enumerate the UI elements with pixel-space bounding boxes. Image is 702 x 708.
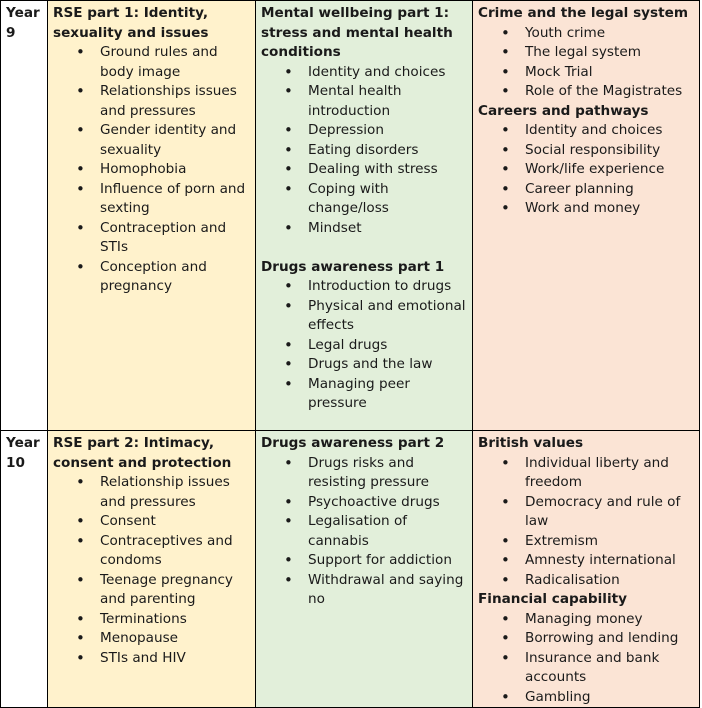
section-title: Careers and pathways [478,102,649,119]
wellbeing-drugs-cell [256,1,473,431]
section-title: British values [478,435,584,451]
year-label-word: Year [6,5,40,21]
topic-item: • Career planning [525,180,694,200]
topic-item: • Legal drugs [308,336,467,356]
section-title: Drugs awareness part 1 [261,258,445,275]
topic-list [478,121,694,219]
year-label-word: Year [6,435,40,451]
topic-item: • Withdrawal and saying no [308,571,467,610]
topic-item: • Managing peer pressure [308,375,467,414]
topic-item: • Managing money [525,610,694,630]
drugs-cell [256,431,473,708]
topic-item: • Mock Trial [525,63,694,83]
topic-list [478,610,694,708]
topic-list [261,454,467,610]
section-title: Financial capability [478,591,627,607]
topic-item: • Contraception and STIs [100,219,250,258]
topic-item: • Influence of porn and sexting [100,180,250,219]
topic-item: • Drugs risks and resisting pressure [308,454,467,493]
year-label-cell [1,431,48,708]
topic-item: • Amnesty international [525,551,694,571]
year-9-row [1,1,700,431]
topic-item: • Mental health introduction [308,82,467,121]
section-title: Mental wellbeing part 1: stress and mental health conditions [261,5,453,60]
topic-item: • Work/life experience [525,160,694,180]
topic-item: • Depression [308,121,467,141]
topic-item: • Work and money [525,199,694,219]
topic-list [53,43,250,297]
topic-item: • Insurance and bank accounts [525,649,694,688]
topic-item: • Teenage pregnancy and parenting [100,571,250,610]
topic-item: • Ground rules and body image [100,43,250,82]
section-title: Crime and the legal system [478,5,688,21]
topic-item: • Support for addiction [308,551,467,571]
topic-item: • Extremism [525,532,694,552]
topic-item: • Identity and choices [525,121,694,141]
topic-item: • Gambling [525,688,694,708]
topic-item: • Drugs and the law [308,355,467,375]
topic-item: • Coping with change/loss [308,180,467,219]
topic-item: • Individual liberty and freedom [525,454,694,493]
year-label-cell [1,1,48,431]
topic-item: • Relationships issues and pressures [100,82,250,121]
topic-item: • Role of the Magistrates [525,82,694,102]
topic-list [478,24,694,102]
year-label-number: 10 [6,454,25,471]
topic-item: • Consent [100,512,250,532]
topic-item: • Introduction to drugs [308,277,467,297]
topic-item: • Menopause [100,629,250,649]
topic-item: • Youth crime [525,24,694,44]
topic-item: • Relationship issues and pressures [100,473,250,512]
values-finance-cell [473,431,700,708]
topic-item: • STIs and HIV [100,649,250,669]
section-title: RSE part 2: Intimacy, consent and protection [53,435,232,471]
topic-item: • Identity and choices [308,63,467,83]
topic-item: • Dealing with stress [308,160,467,180]
topic-item: • Physical and emotional effects [308,297,467,336]
topic-list [478,454,694,591]
rse-cell [48,431,256,708]
topic-list [261,277,467,414]
topic-item: • Homophobia [100,160,250,180]
section-spacer [261,238,467,258]
topic-item: • Gender identity and sexuality [100,121,250,160]
section-title: RSE part 1: Identity, sexuality and issues [53,5,209,41]
topic-item: • Eating disorders [308,141,467,161]
topic-item: • Mindset [308,219,467,239]
topic-item: • Contraceptives and condoms [100,532,250,571]
topic-item: • Borrowing and lending [525,629,694,649]
rse-cell [48,1,256,431]
topic-item: • Conception and pregnancy [100,258,250,297]
topic-list [53,473,250,668]
topic-item: • Terminations [100,610,250,630]
section-title: Drugs awareness part 2 [261,435,445,451]
year-10-row [1,431,700,708]
topic-item: • The legal system [525,43,694,63]
topic-item: • Social responsibility [525,141,694,161]
topic-item: • Psychoactive drugs [308,493,467,513]
topic-item: • Radicalisation [525,571,694,591]
topic-list [261,63,467,239]
topic-item: • Legalisation of cannabis [308,512,467,551]
crime-careers-cell [473,1,700,431]
topic-item: • Democracy and rule of law [525,493,694,532]
year-label-number: 9 [6,24,16,41]
